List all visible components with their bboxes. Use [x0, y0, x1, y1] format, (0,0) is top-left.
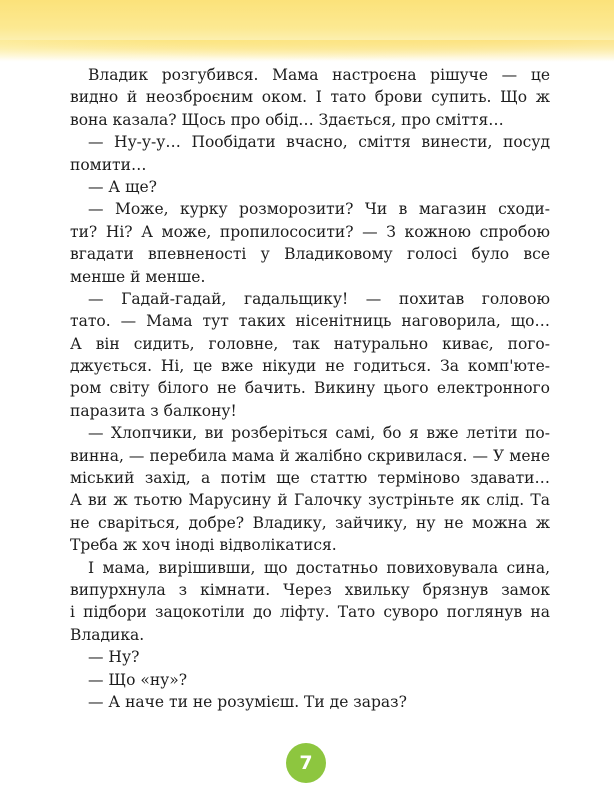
- text-line: — Гадай-гадай, гадальщику! — похитав головою: [88, 289, 550, 308]
- text-line: джується. Ні, це вже нікуди не годиться. За комп'юте-: [70, 357, 550, 376]
- text-line: І мама, вирішивши, що достатньо повиховувала сина,: [88, 558, 550, 577]
- story-text: [70, 64, 550, 713]
- text-line: — Ну-у-у… Пообідати вчасно, сміття винести, посуд: [88, 133, 550, 152]
- text-line: видно й неозброєним оком. І тато брови супить. Що ж: [70, 88, 550, 107]
- text-line: — Що «ну»?: [88, 670, 188, 689]
- text-line: тато. — Мама тут таких нісенітниць наговорила, що…: [70, 312, 550, 331]
- text-line: — А наче ти не розумієш. Ти де зараз?: [88, 692, 407, 711]
- text-line: менше й менше.: [70, 267, 206, 286]
- text-line: А він сидить, головне, так натурально киває, пого-: [70, 334, 550, 353]
- text-line: А ви ж тьотю Марусину й Галочку зустріньте як слід. Та: [70, 491, 550, 510]
- text-line: Владик розгубився. Мама настроєна рішуче — це: [88, 66, 550, 84]
- decorative-top-band: [0, 0, 614, 62]
- text-line: міський захід, а потім ще статтю терміново здавати…: [70, 469, 550, 488]
- text-line: паразита з балкону!: [70, 401, 237, 420]
- text-line: ти? Ні? А може, пропилососити? — З кожною спробою: [70, 222, 550, 241]
- text-line: — А ще?: [88, 177, 157, 196]
- text-line: не сваріться, добре? Владику, зайчику, ну не можна ж: [70, 513, 550, 532]
- text-line: вгадати впевненості у Владиковому голосі було все: [70, 245, 550, 264]
- text-line: Владика.: [70, 625, 145, 644]
- text-line: випурхнула з кімнати. Через хвильку брязнув замок: [70, 580, 550, 599]
- text-line: — Може, курку розморозити? Чи в магазин сходи-: [88, 200, 550, 219]
- text-line: помити…: [70, 155, 147, 174]
- text-line: Треба ж хоч іноді відволікатися.: [70, 536, 337, 555]
- text-line: винна, — перебила мама й жалібно скривилася. — У мене: [70, 446, 550, 465]
- text-line: і підбори зацокотіли до ліфту. Тато суворо поглянув на: [70, 603, 550, 622]
- text-line: вона казала? Щось про обід… Здається, про сміття…: [70, 110, 504, 129]
- text-line: ром світу білого не бачить. Викину цього електронного: [70, 379, 550, 398]
- text-line: — Хлопчики, ви розберіться самі, бо я вже летіти по-: [88, 424, 550, 443]
- text-line: — Ну?: [88, 648, 140, 667]
- page-number-badge: 7: [286, 743, 326, 783]
